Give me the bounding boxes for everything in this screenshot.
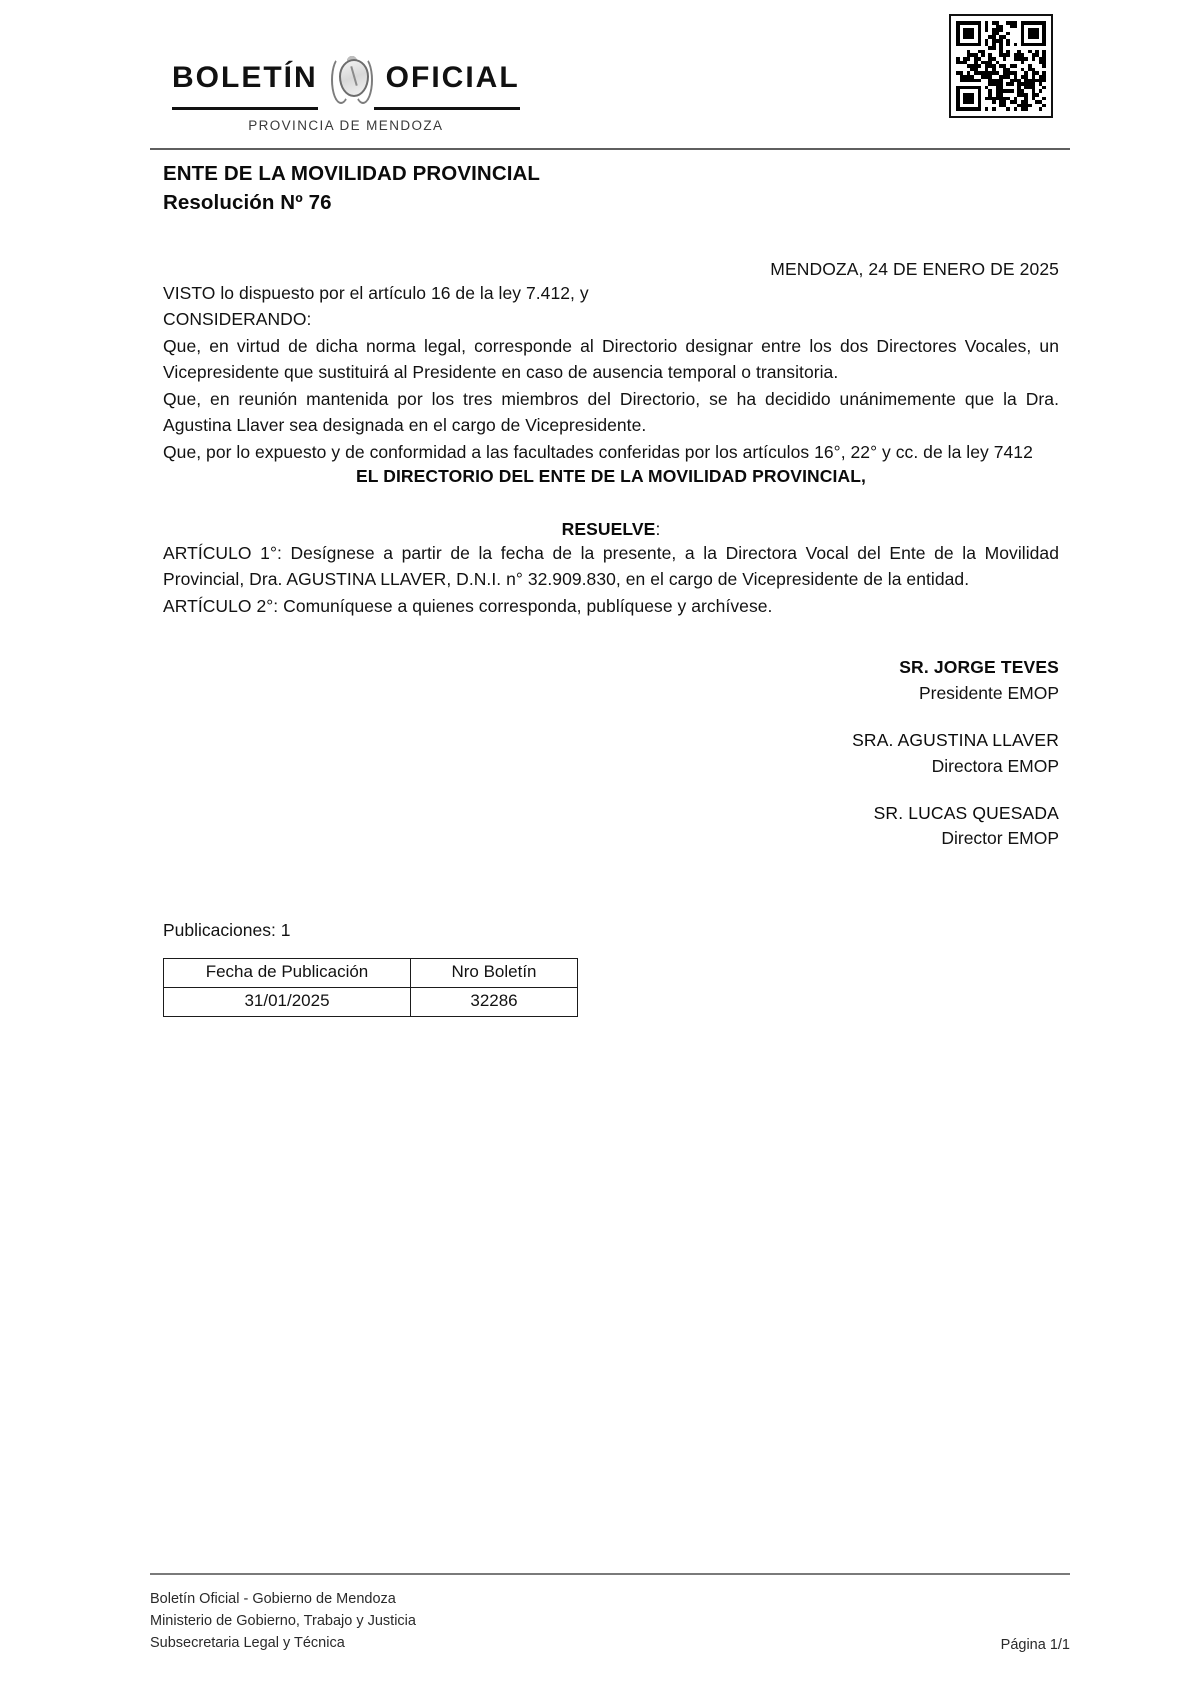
signature-entry [163,801,1059,852]
considerando-paragraph-1: Que, en virtud de dicha norma legal, corresponde al Directorio designar entre los dos Directores Vocales, un Vicepresidente que sustituirá al Presidente en caso de ausencia temporal o transitoria. [163,335,1059,383]
articulo-2-paragraph: ARTÍCULO 2°: Comuníquese a quienes corresponda, publíquese y archívese. [163,595,773,616]
signature-name: SRA. AGUSTINA LLAVER [852,730,1059,751]
signature-name: SR. LUCAS QUESADA [873,802,1059,823]
header-divider [150,148,1070,150]
publications-count: Publicaciones: 1 [163,919,291,940]
signature-entry [163,728,1059,779]
cell-nro-boletin: 32286 [411,987,578,1016]
footer-line-3: Subsecretaria Legal y Técnica [150,1635,345,1652]
masthead-word-left: BOLETÍN [172,61,318,94]
articulo-1-paragraph: ARTÍCULO 1°: Desígnese a partir de la fecha de la presente, a la Directora Vocal del Ente de la Movilidad Provincial, Dra. AGUSTINA LLAVER, D.N.I. n° 32.909.830, en el cargo de Vicepresidente de la entidad. [163,542,1059,590]
page-footer [150,1588,1070,1654]
masthead [150,52,1070,138]
document-body [163,160,1059,1017]
publications-table [163,958,578,1017]
considerando-paragraph-3: Que, por lo expuesto y de conformidad a las facultades conferidas por los artículos 16°, 22° y cc. de la ley 7412 [163,442,1033,463]
resuelve-colon: : [655,518,661,539]
column-header-fecha: Fecha de Publicación [164,958,411,987]
signature-block [163,655,1059,851]
footer-divider [150,1573,1070,1575]
column-header-boletin: Nro Boletín [411,958,578,987]
visto-paragraph: VISTO lo dispuesto por el artículo 16 de la ley 7.412, y [163,282,589,303]
directorio-heading: EL DIRECTORIO DEL ENTE DE LA MOVILIDAD PROVINCIAL, [356,465,866,486]
masthead-word-right: OFICIAL [385,61,520,94]
resuelve-heading [163,519,1059,540]
masthead-subtitle: PROVINCIA DE MENDOZA [248,117,444,133]
argentina-coat-of-arms-icon [330,52,374,104]
resolution-number: Resolución Nº 76 [163,191,332,215]
place-and-date: MENDOZA, 24 DE ENERO DE 2025 [770,258,1059,279]
table-row [164,987,578,1016]
signature-name: SR. JORGE TEVES [899,657,1059,678]
signature-role: Director EMOP [941,828,1059,849]
page-title: ENTE DE LA MOVILIDAD PROVINCIAL [163,162,541,185]
page-number: Página 1/1 [1000,1637,1070,1654]
cell-fecha-publicacion: 31/01/2025 [164,987,411,1016]
considerando-paragraph-2: Que, en reunión mantenida por los tres miembros del Directorio, se ha decidido unánimemente que la Dra. Agustina Llaver sea designada en el cargo de Vicepresidente. [163,388,1059,436]
table-header-row [164,958,578,987]
footer-line-2: Ministerio de Gobierno, Trabajo y Justicia [150,1613,416,1630]
signature-role: Presidente EMOP [918,682,1059,703]
footer-line-1: Boletín Oficial - Gobierno de Mendoza [150,1591,396,1607]
considerando-label: CONSIDERANDO: [163,309,312,330]
signature-role: Directora EMOP [931,755,1059,776]
masthead-divider [172,107,520,110]
footer-organization [150,1588,416,1654]
resuelve-word: RESUELVE [561,518,656,539]
signature-entry [163,655,1059,706]
